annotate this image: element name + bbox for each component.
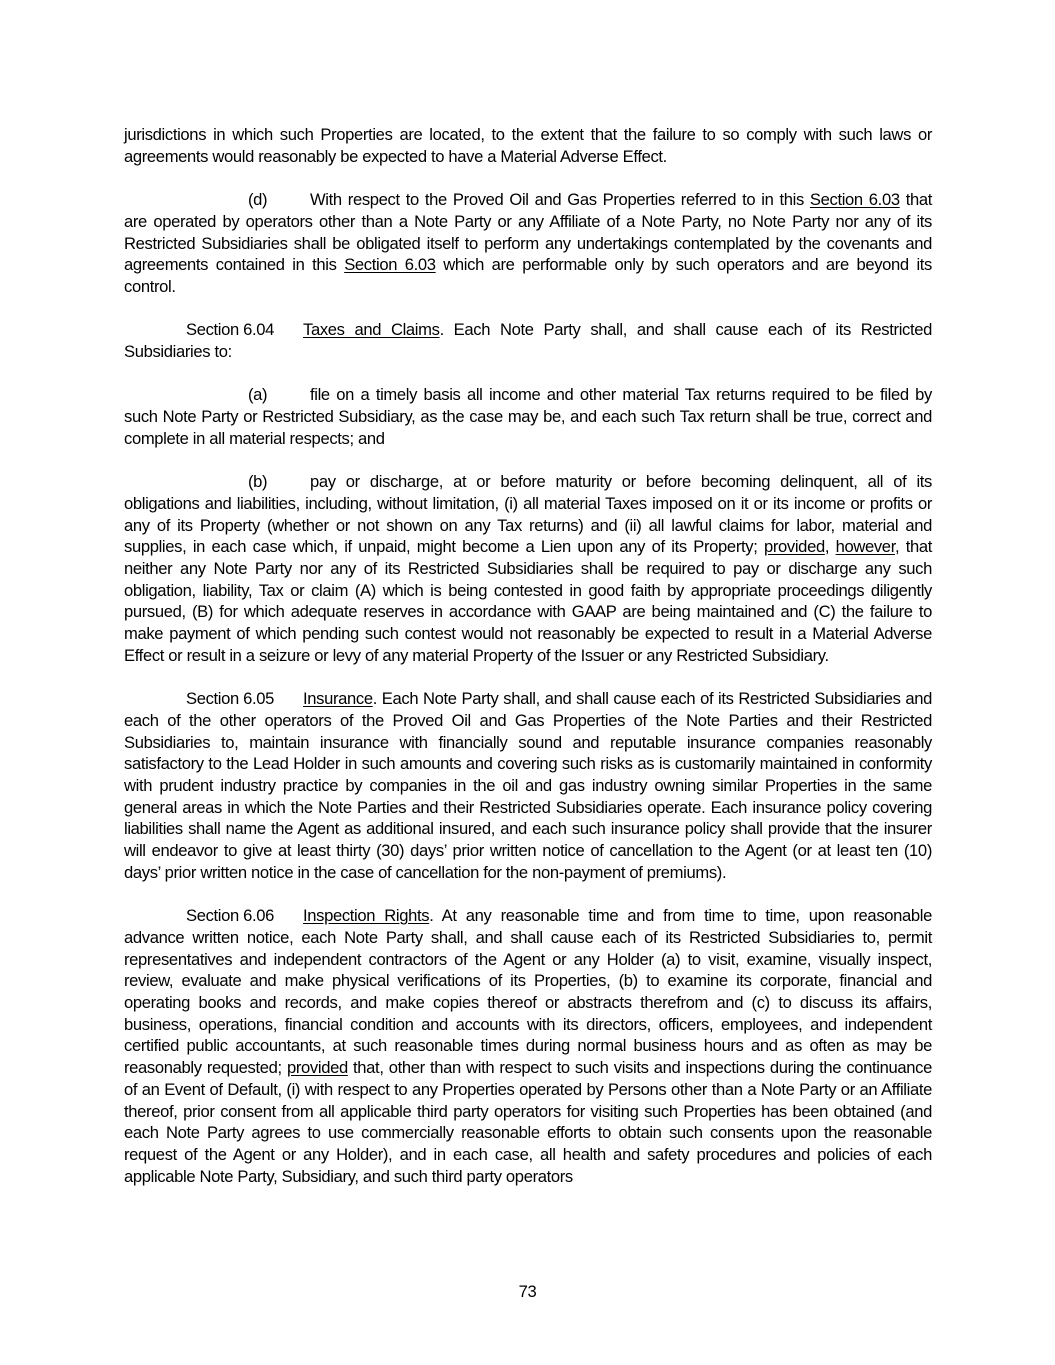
section-6-04	[124, 319, 932, 362]
paragraph-continuation: jurisdictions in which such Properties are located, to the extent that the failure to so comply with such laws or agreements would reasonably be expected to have a Material Adverse Effect.	[124, 125, 932, 166]
clause-text: , that neither any Note Party nor any of its Restricted Subsidiaries shall be required to pay or discharge any such obligation, liability, Tax or claim (A) which is being contested in good faith by appropriate proceedings diligently pursued, (B) for which adequate reserves in accordance with GAAP are being maintained and (C) the failure to make payment of which pending such contest would not reasonably be expected to result in a Material Adverse Effect or result in a seizure or levy of any material Property of the Issuer or any Restricted Subsidiary.	[124, 537, 932, 665]
section-reference-link[interactable]: Section 6.03	[809, 190, 900, 210]
defined-term: provided	[286, 1058, 348, 1078]
clause-b	[124, 471, 932, 666]
section-number: Section 6.05	[186, 689, 275, 709]
clause-d	[124, 189, 932, 298]
section-text: . Each Note Party shall, and shall cause each of its Restricted Subsidiaries and each of the other operators of the Proved Oil and Gas Properties of the Note Parties and their Restricted Subsidiaries to, maintain insurance with financially sound and reputable insurance companies reasonably satisfactory to the Lead Holder in such amounts and covering such risks as is customarily maintained in conformity with prudent industry practice by companies in the oil and gas industry owning similar Properties in the same general areas in which the Note Parties and their Restricted Subsidiaries operate. Each insurance policy covering liabilities shall name the Agent as additional insured, and each such insurance policy shall provide that the insurer will endeavor to give at least thirty (30) days’ prior written notice of cancellation to the Agent (or at least ten (10) days’ prior written notice in the case of cancellation for the non-payment of premiums).	[124, 689, 932, 882]
defined-term: however	[835, 537, 895, 557]
section-number: Section 6.04	[186, 320, 275, 340]
section-reference-link[interactable]: Section 6.03	[344, 255, 436, 275]
clause-label: (d)	[248, 190, 268, 210]
section-text: that, other than with respect to such visits and inspections during the continuance of an Event of Default, (i) with respect to any Properties operated by Persons other than a Note Party or an Affiliate thereof, prior consent from all applicable third party operators for visiting such Properties has been obtained (and each Note Party agrees to use commercially reasonable efforts to obtain such consents upon the reasonable request of the Agent or any Holder), and in each case, all health and safety procedures and policies of each applicable Note Party, Subsidiary, and such third party operators	[124, 1058, 932, 1186]
page-number: 73	[518, 1282, 537, 1301]
clause-text: pay or discharge, at or before maturity or before becoming delinquent, all of its obligations and liabilities, including, without limitation, (i) all material Taxes imposed on it or its income or profits or any of its Property (whether or not shown on any Tax returns) and (ii) all lawful claims for labor, material and supplies, in each case which, if unpaid, might become a Lien upon any of its Property;	[124, 472, 932, 557]
clause-text: which are performable only by such operators and are beyond its control.	[124, 255, 933, 296]
clause-text: ,	[824, 537, 836, 557]
section-text: . Each Note Party shall, and shall cause each of its Restricted Subsidiaries to:	[124, 320, 932, 361]
section-text: . At any reasonable time and from time to time, upon reasonable advance written notice, each Note Party shall, and shall cause each of its Restricted Subsidiaries to, permit representatives and independent contractors of the Agent or any Holder (a) to visit, examine, visually inspect, review, evaluate and make physical verifications of its Properties, (b) to examine its corporate, financial and operating books and records, and make copies thereof or abstracts therefrom and (c) to discuss its affairs, business, operations, financial condition and accounts with its directors, officers, employees, and independent certified public accountants, at such reasonable times during normal business hours and as often as may be reasonably requested;	[124, 906, 932, 1078]
section-number: Section 6.06	[186, 906, 275, 926]
section-title: Inspection Rights	[303, 906, 430, 926]
clause-label: (b)	[248, 472, 268, 492]
page-body	[124, 124, 932, 1187]
clause-a	[124, 384, 932, 449]
clause-text: that are operated by operators other than a Note Party or any Affiliate of a Note Party, no Note Party nor any of its Restricted Subsidiaries shall be obligated itself to perform any undertakings contemplated by the covenants and agreements contained in this	[124, 190, 933, 275]
clause-label: (a)	[248, 385, 268, 405]
section-6-06	[124, 905, 932, 1187]
section-title: Taxes and Claims	[303, 320, 440, 340]
section-6-05	[124, 688, 932, 883]
clause-text: With respect to the Proved Oil and Gas Properties referred to in this	[310, 190, 810, 210]
section-title: Insurance	[303, 689, 373, 709]
defined-term: provided	[763, 537, 825, 557]
clause-text: file on a timely basis all income and other material Tax returns required to be filed by such Note Party or Restricted Subsidiary, as the case may be, and each such Tax return shall be true, correct and complete in all material respects; and	[124, 385, 932, 448]
